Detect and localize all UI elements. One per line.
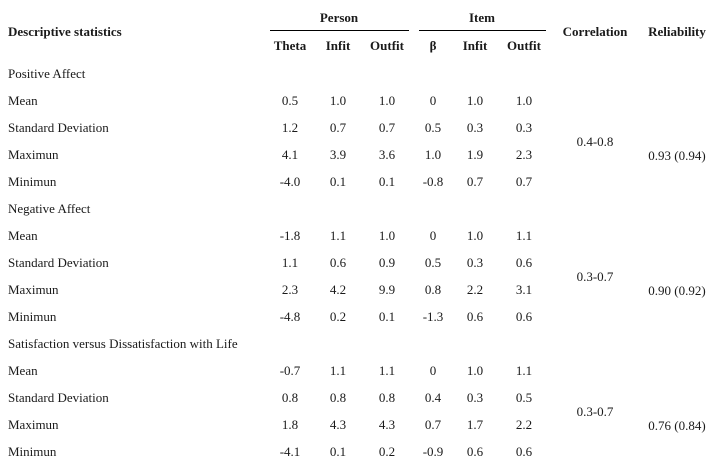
table-cell: 0 xyxy=(429,363,437,378)
table-cell: 0.6 xyxy=(466,444,484,459)
col-header-person-theta: Theta xyxy=(273,38,307,53)
row-label: Minimun xyxy=(8,174,57,189)
table-cell: 0.1 xyxy=(378,309,396,324)
table-cell: 1.2 xyxy=(281,120,299,135)
section-correlation: 0.4-0.8 xyxy=(576,133,614,149)
table-cell: 0.3 xyxy=(466,255,484,270)
row-label: Maximun xyxy=(8,417,59,432)
table-cell: 4.2 xyxy=(329,282,347,297)
table-cell: -1.8 xyxy=(279,228,301,243)
row-label: Minimun xyxy=(8,309,57,324)
table-cell: 1.0 xyxy=(466,93,484,108)
table-cell: -4.8 xyxy=(279,309,301,324)
row-label: Standard Deviation xyxy=(8,390,109,405)
table-title: Descriptive statistics xyxy=(8,24,122,39)
table-cell: 1.0 xyxy=(515,93,533,108)
table-cell: 0.3 xyxy=(515,120,533,135)
table-cell: 1.8 xyxy=(281,417,299,432)
section-title: Positive Affect xyxy=(8,66,86,81)
row-label: Maximun xyxy=(8,282,59,297)
row-label: Mean xyxy=(8,363,38,378)
table-cell: 0.7 xyxy=(466,174,484,189)
table-cell: 0.8 xyxy=(281,390,299,405)
table-cell: -0.9 xyxy=(422,444,444,459)
table-cell: 0.6 xyxy=(515,444,533,459)
table-cell: 1.1 xyxy=(281,255,299,270)
table-cell: 4.3 xyxy=(378,417,396,432)
header-correlation: Correlation xyxy=(562,24,628,39)
group-header-person: Person xyxy=(319,10,359,25)
table-cell: 0.7 xyxy=(378,120,396,135)
table-cell: 2.2 xyxy=(515,417,533,432)
section-correlation: 0.3-0.7 xyxy=(576,268,614,284)
table-cell: 9.9 xyxy=(378,282,396,297)
group-header-item: Item xyxy=(469,10,495,25)
table-cell: -0.8 xyxy=(422,174,444,189)
table-cell: 1.7 xyxy=(466,417,484,432)
table-cell: 0.7 xyxy=(329,120,347,135)
table-cell: 0.1 xyxy=(378,174,396,189)
table-cell: 0.2 xyxy=(378,444,396,459)
item-group-rule xyxy=(419,30,546,31)
col-header-item-beta: β xyxy=(429,38,437,53)
table-cell: -4.1 xyxy=(279,444,301,459)
table-cell: 1.1 xyxy=(329,228,347,243)
table-cell: 0.1 xyxy=(329,174,347,189)
table-cell: 0.5 xyxy=(515,390,533,405)
section-title: Negative Affect xyxy=(8,201,91,216)
table-cell: 0 xyxy=(429,228,437,243)
table-cell: -1.3 xyxy=(422,309,444,324)
table-cell: 1.1 xyxy=(515,228,533,243)
table-cell: 1.1 xyxy=(378,363,396,378)
table-cell: 3.6 xyxy=(378,147,396,162)
table-cell: 0.1 xyxy=(329,444,347,459)
table-cell: 0.2 xyxy=(329,309,347,324)
col-header-item-outfit: Outfit xyxy=(507,38,541,53)
row-label: Standard Deviation xyxy=(8,120,109,135)
row-label: Standard Deviation xyxy=(8,255,109,270)
table-cell: 0.3 xyxy=(466,390,484,405)
row-label: Maximun xyxy=(8,147,59,162)
table-cell: 0.6 xyxy=(515,255,533,270)
table-cell: 0.8 xyxy=(378,390,396,405)
table-cell: -4.0 xyxy=(279,174,301,189)
table-cell: 0 xyxy=(429,93,437,108)
table-cell: 0.7 xyxy=(424,417,442,432)
table-cell: 2.2 xyxy=(466,282,484,297)
table-cell: 1.0 xyxy=(466,363,484,378)
table-cell: -0.7 xyxy=(279,363,301,378)
table-cell: 1.0 xyxy=(424,147,442,162)
table-cell: 1.1 xyxy=(329,363,347,378)
table-cell: 0.3 xyxy=(466,120,484,135)
table-cell: 0.6 xyxy=(329,255,347,270)
section-reliability: 0.76 (0.84) xyxy=(648,418,706,434)
header-reliability: Reliability xyxy=(648,24,706,39)
col-header-person-outfit: Outfit xyxy=(370,38,404,53)
table-cell: 4.3 xyxy=(329,417,347,432)
row-label: Mean xyxy=(8,93,38,108)
section-correlation: 0.3-0.7 xyxy=(576,403,614,419)
table-cell: 1.0 xyxy=(466,228,484,243)
section-title: Satisfaction versus Dissatisfaction with Life xyxy=(8,336,238,351)
table-cell: 1.0 xyxy=(329,93,347,108)
table-cell: 0.4 xyxy=(424,390,442,405)
table-cell: 1.1 xyxy=(515,363,533,378)
table-cell: 0.5 xyxy=(281,93,299,108)
table-cell: 3.1 xyxy=(515,282,533,297)
table-cell: 0.5 xyxy=(424,120,442,135)
section-reliability: 0.90 (0.92) xyxy=(648,283,706,299)
table-cell: 4.1 xyxy=(281,147,299,162)
table-cell: 3.9 xyxy=(329,147,347,162)
table-cell: 2.3 xyxy=(281,282,299,297)
table-cell: 0.6 xyxy=(515,309,533,324)
table-cell: 0.9 xyxy=(378,255,396,270)
section-reliability: 0.93 (0.94) xyxy=(648,148,706,164)
table-cell: 1.0 xyxy=(378,228,396,243)
table-cell: 2.3 xyxy=(515,147,533,162)
table-cell: 0.6 xyxy=(466,309,484,324)
row-label: Minimun xyxy=(8,444,57,459)
table-cell: 0.7 xyxy=(515,174,533,189)
person-group-rule xyxy=(270,30,409,31)
table-cell: 0.8 xyxy=(329,390,347,405)
table-cell: 0.5 xyxy=(424,255,442,270)
table-cell: 1.0 xyxy=(378,93,396,108)
col-header-item-infit: Infit xyxy=(462,38,488,53)
table-cell: 1.9 xyxy=(466,147,484,162)
col-header-person-infit: Infit xyxy=(325,38,351,53)
table-cell: 0.8 xyxy=(424,282,442,297)
row-label: Mean xyxy=(8,228,38,243)
